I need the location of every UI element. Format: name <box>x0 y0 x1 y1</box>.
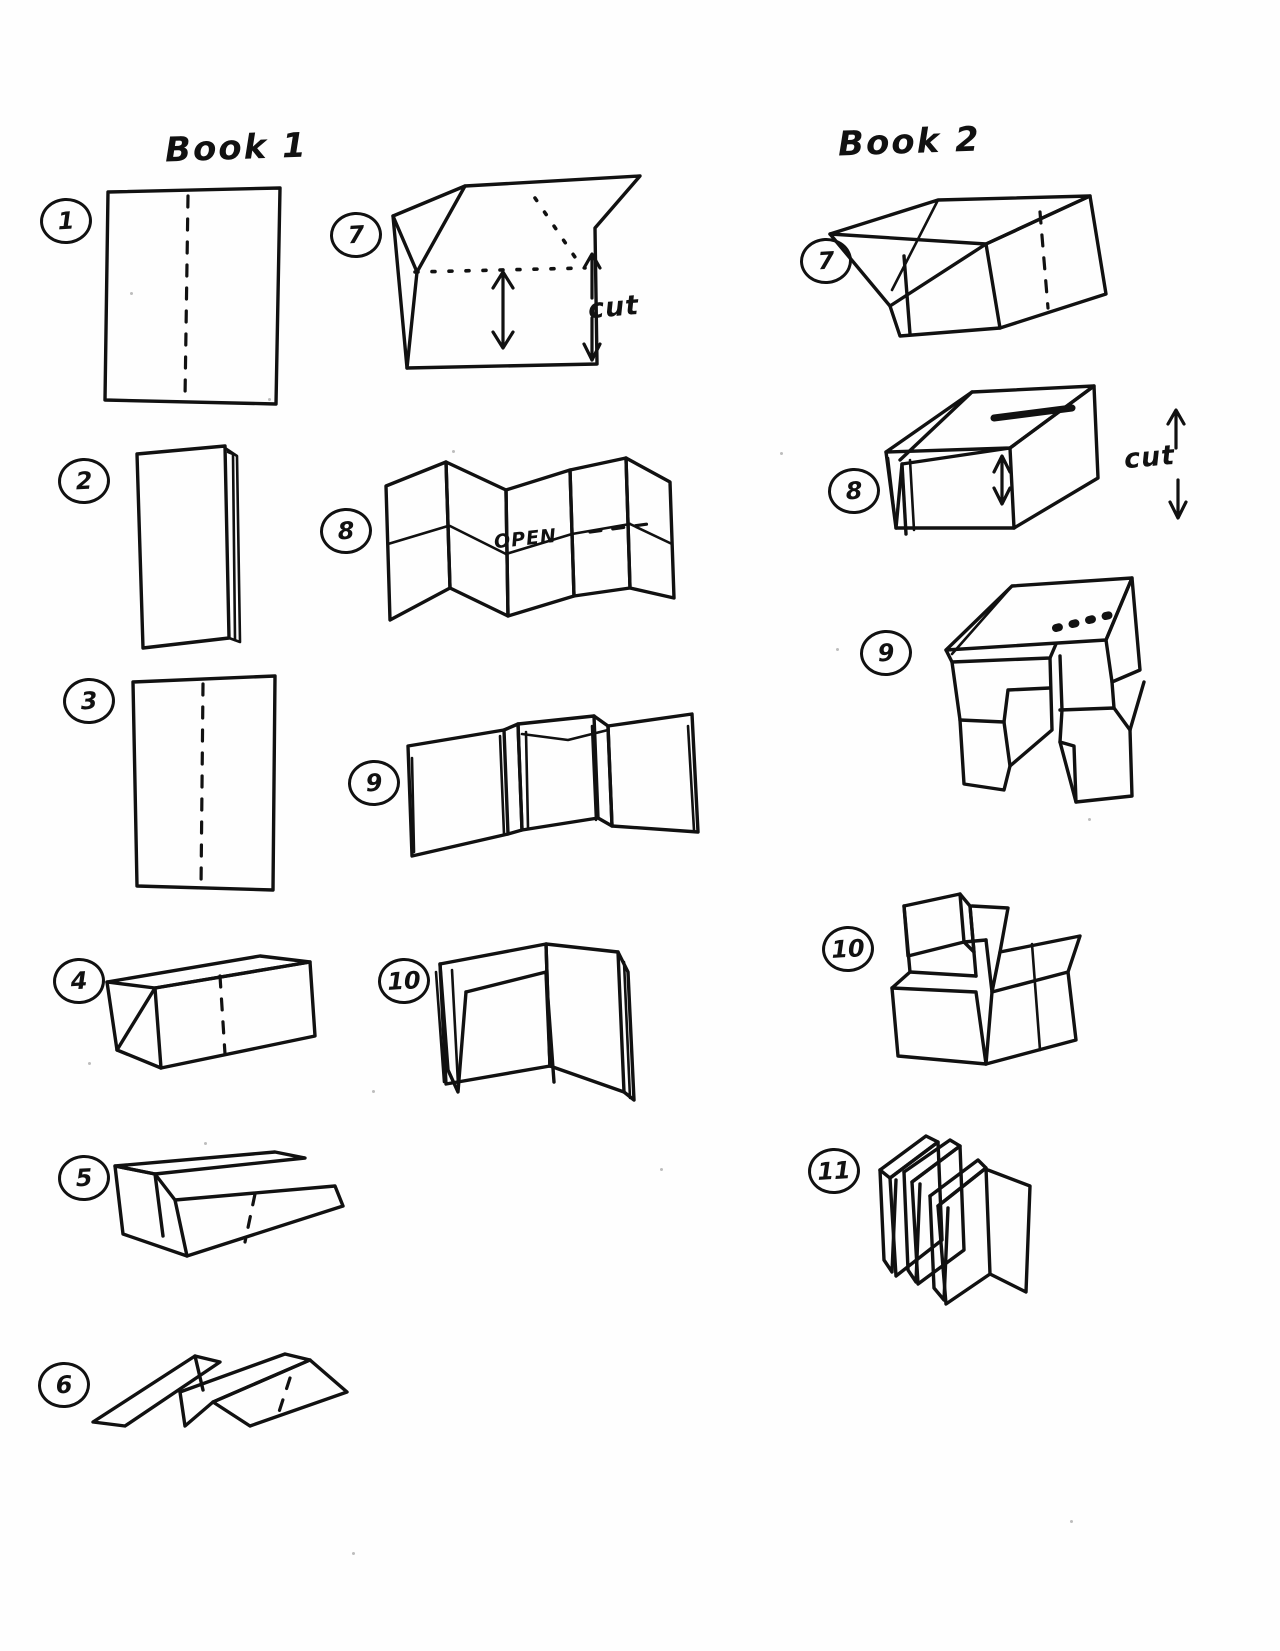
figure-b2-step9 <box>900 570 1185 820</box>
step-number-b1-7: 7 <box>329 211 383 260</box>
paper-speck <box>204 1142 207 1145</box>
cut-arrows-b2 <box>1152 404 1202 534</box>
figure-b1-step9 <box>402 706 712 871</box>
paper-speck <box>352 1552 355 1555</box>
annotation-open-b1: OPEN <box>493 524 558 554</box>
column-title-book2: Book 2 <box>837 119 982 165</box>
paper-speck <box>780 452 783 455</box>
paper-speck <box>1088 818 1091 821</box>
paper-speck <box>372 1090 375 1093</box>
annotation-cut-b2: cut <box>1122 439 1177 476</box>
step-number-b2-10: 10 <box>821 925 875 974</box>
column-title-book1: Book 1 <box>164 125 309 171</box>
paper-speck <box>130 292 133 295</box>
step-number-b2-11: 11 <box>807 1147 861 1196</box>
figure-b1-step7 <box>385 168 650 383</box>
figure-b2-step10 <box>880 880 1100 1080</box>
step-number-b1-4: 4 <box>52 957 106 1006</box>
figure-b2-step8 <box>876 378 1116 553</box>
figure-b1-step6 <box>85 1340 365 1450</box>
figure-b1-step10 <box>428 932 643 1122</box>
step-number-b1-1: 1 <box>39 197 93 246</box>
figure-b1-step2 <box>125 440 255 655</box>
figure-b1-step3 <box>125 668 290 898</box>
step-number-b1-10: 10 <box>377 957 431 1006</box>
paper-speck <box>88 1062 91 1065</box>
step-number-b1-3: 3 <box>62 677 116 726</box>
step-number-b1-6: 6 <box>37 1361 91 1410</box>
paper-speck <box>1070 1520 1073 1523</box>
step-number-b2-9: 9 <box>859 629 913 678</box>
step-number-b1-5: 5 <box>57 1154 111 1203</box>
figure-b1-step1 <box>100 182 290 412</box>
figure-b2-step7 <box>818 186 1118 356</box>
annotation-cut-b1: cut <box>586 289 641 326</box>
step-number-b1-8: 8 <box>319 507 373 556</box>
paper-speck <box>452 450 455 453</box>
step-number-b1-9: 9 <box>347 759 401 808</box>
step-number-b2-8: 8 <box>827 467 881 516</box>
step-number-b1-2: 2 <box>57 457 111 506</box>
step-number-b2-7: 7 <box>799 237 853 286</box>
paper-speck <box>660 1168 663 1171</box>
figure-b1-step5 <box>105 1138 350 1278</box>
paper-speck <box>836 648 839 651</box>
paper-speck <box>268 398 271 401</box>
figure-b2-step11 <box>860 1120 1040 1310</box>
figure-b1-step4 <box>95 940 335 1080</box>
